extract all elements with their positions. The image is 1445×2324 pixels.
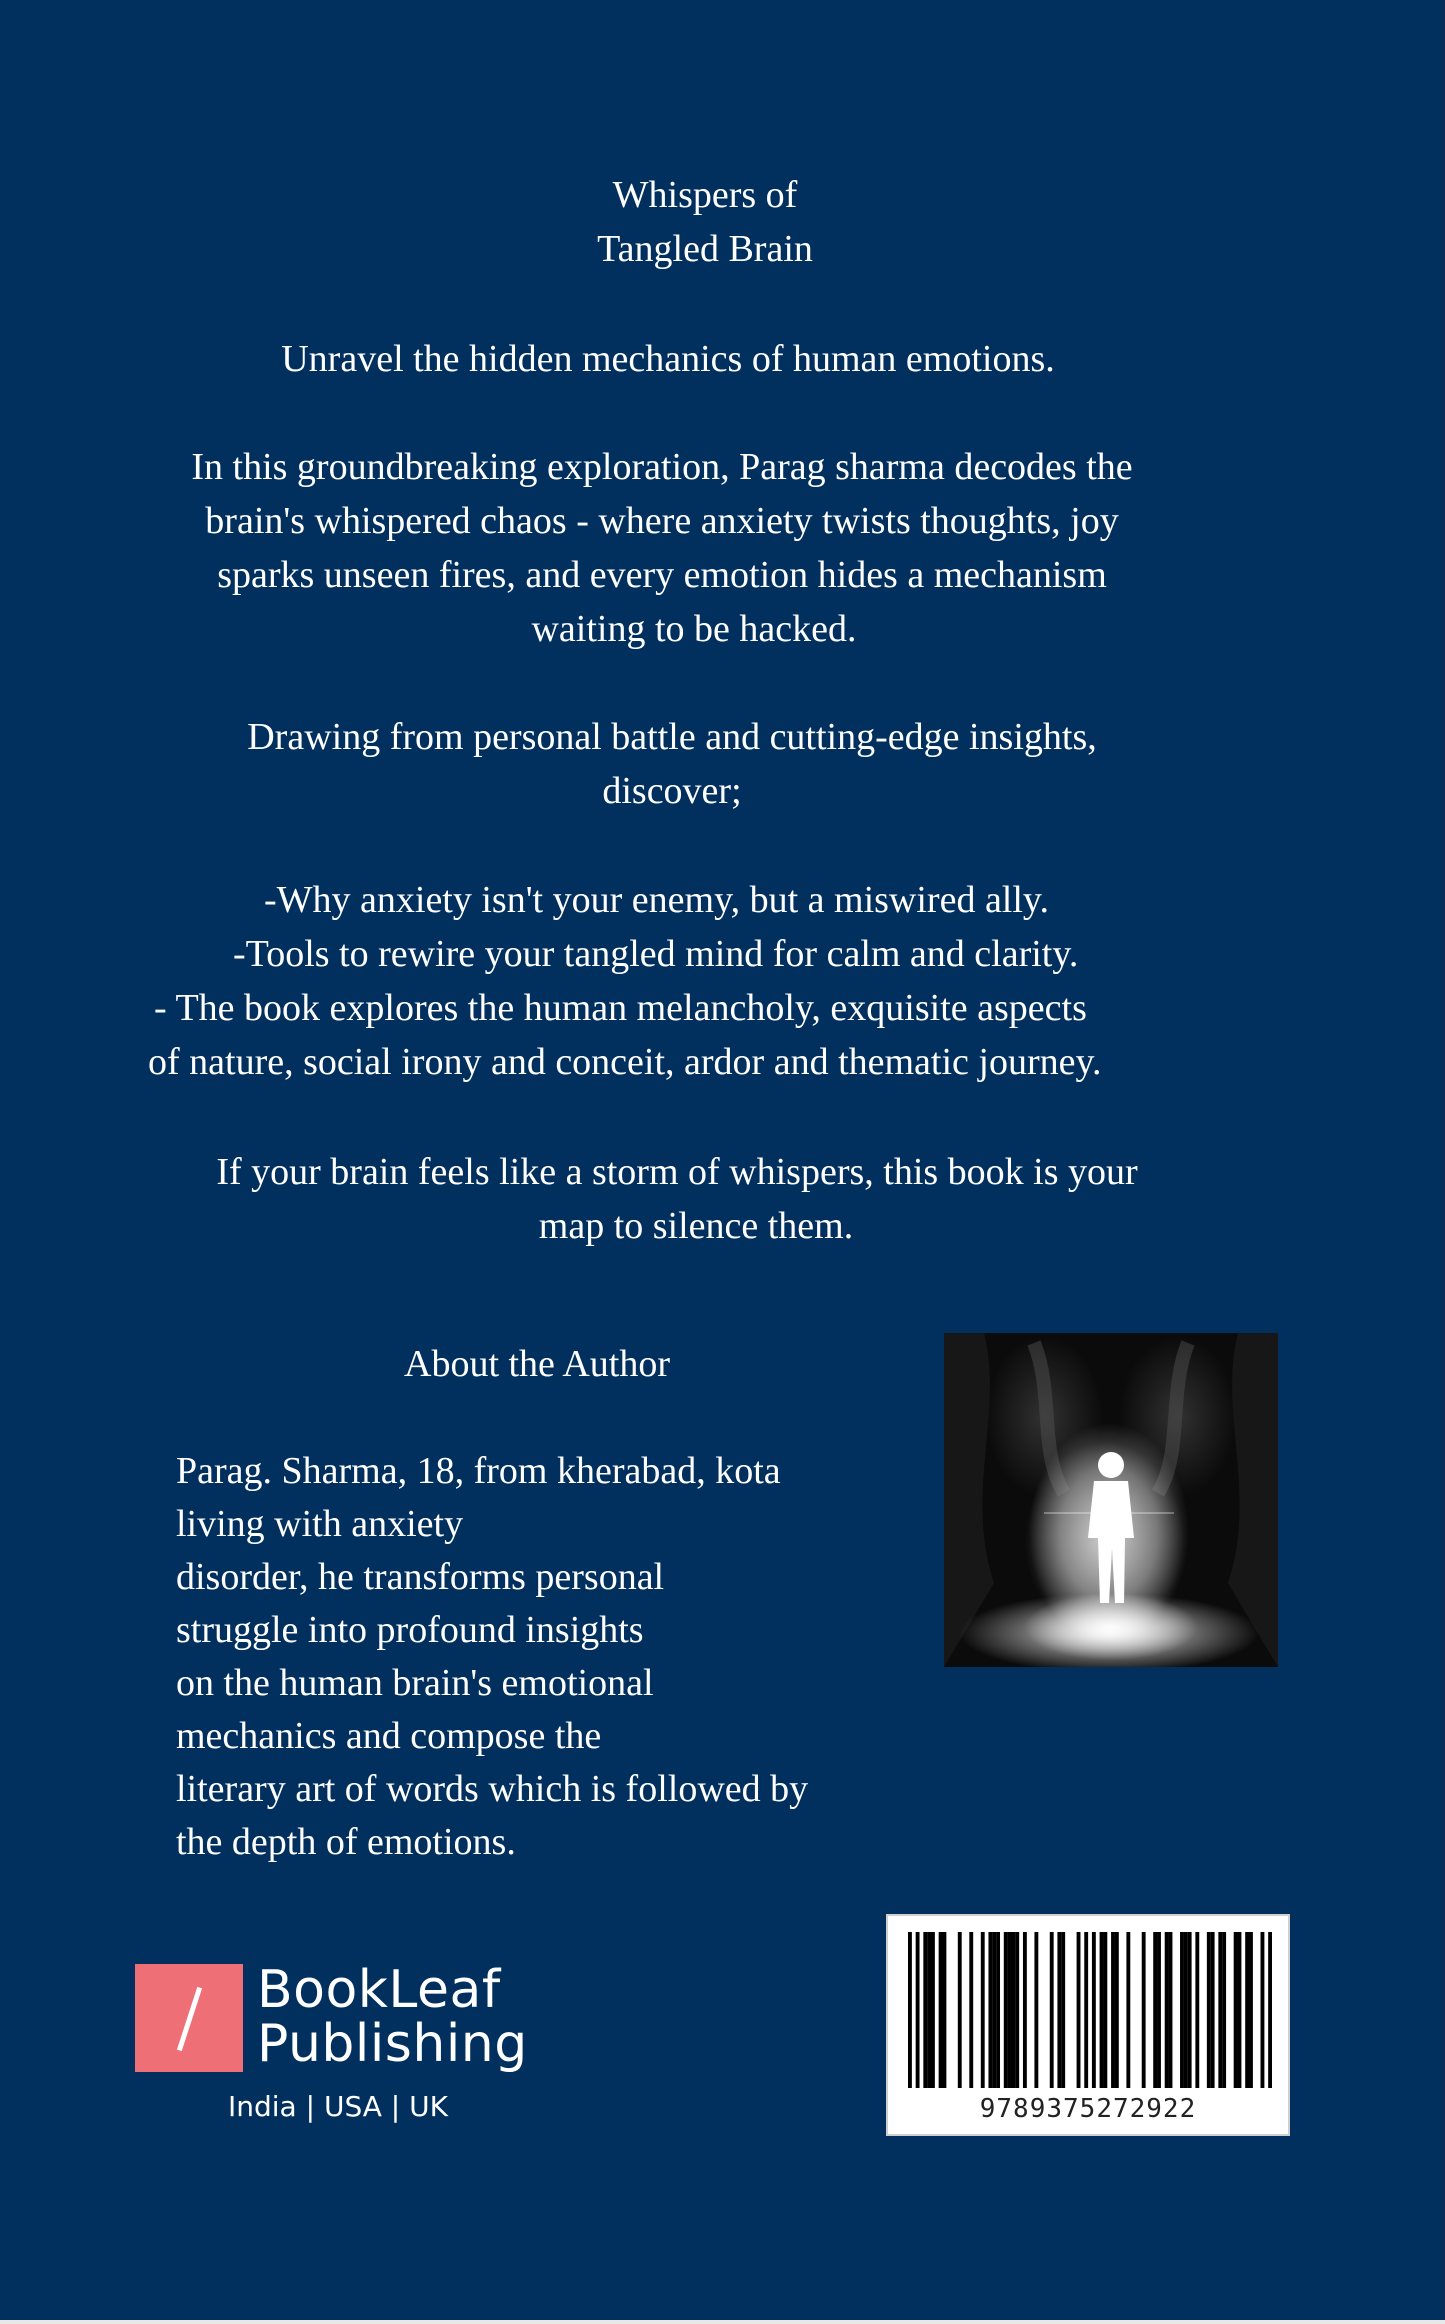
barcode-bar bbox=[1157, 1932, 1161, 2088]
barcode-bar bbox=[1115, 1932, 1119, 2088]
intro-line-4: waiting to be hacked. bbox=[531, 608, 857, 650]
bullet-line-4: of nature, social irony and conceit, ardor and thematic journey. bbox=[148, 1041, 1102, 1083]
barcode-bar bbox=[1142, 1932, 1146, 2088]
about-line-1: Parag. Sharma, 18, from kherabad, kota bbox=[176, 1450, 781, 1492]
about-line-3: disorder, he transforms personal bbox=[176, 1556, 665, 1598]
intro-line-2: brain's whispered chaos - where anxiety twists thoughts, joy bbox=[205, 500, 1119, 542]
publisher-logo-mark bbox=[135, 1964, 243, 2072]
barcode-bar bbox=[1023, 1932, 1027, 2088]
bullet-line-3: - The book explores the human melancholy, exquisite aspects bbox=[154, 987, 1087, 1029]
barcode-bar bbox=[1268, 1932, 1272, 2088]
about-line-7: literary art of words which is followed by bbox=[176, 1768, 809, 1810]
slash-icon bbox=[177, 1987, 202, 2051]
barcode-bar bbox=[1011, 1932, 1015, 2088]
barcode-bar bbox=[1103, 1932, 1107, 2088]
barcode-bar bbox=[1126, 1932, 1130, 2088]
intro-line-1: In this groundbreaking exploration, Parag sharma decodes the bbox=[191, 446, 1133, 488]
barcode-bar bbox=[1184, 1932, 1188, 2088]
barcode-bar bbox=[1218, 1932, 1222, 2088]
intro-line-3: sparks unseen fires, and every emotion hides a mechanism bbox=[217, 554, 1107, 596]
barcode-bar bbox=[1015, 1932, 1019, 2088]
barcode-bar bbox=[1153, 1932, 1157, 2088]
barcode-bar bbox=[939, 1932, 943, 2088]
barcode-bar bbox=[1111, 1932, 1115, 2088]
about-line-6: mechanics and compose the bbox=[176, 1715, 602, 1757]
barcode-bar bbox=[1165, 1932, 1169, 2088]
barcode-bar bbox=[1004, 1932, 1008, 2088]
about-heading: About the Author bbox=[404, 1343, 670, 1385]
barcode-bar bbox=[916, 1932, 920, 2088]
barcode-bar bbox=[1061, 1932, 1065, 2088]
barcode-bar bbox=[958, 1932, 962, 2088]
about-line-5: on the human brain's emotional bbox=[176, 1662, 654, 1704]
barcode-bar bbox=[1092, 1932, 1096, 2088]
bullet-line-2: -Tools to rewire your tangled mind for calm and clarity. bbox=[233, 933, 1079, 975]
barcode-bar bbox=[1222, 1932, 1226, 2088]
about-line-4: struggle into profound insights bbox=[176, 1609, 644, 1651]
barcode-bar bbox=[981, 1932, 985, 2088]
barcode-bar bbox=[1169, 1932, 1173, 2088]
closing-line-2: map to silence them. bbox=[538, 1205, 854, 1247]
about-line-2: living with anxiety bbox=[176, 1503, 464, 1545]
barcode-bar bbox=[1057, 1932, 1061, 2088]
barcode-bar bbox=[942, 1932, 946, 2088]
barcode-bar bbox=[1245, 1932, 1249, 2088]
barcode-bar bbox=[1238, 1932, 1242, 2088]
barcode-bar bbox=[1100, 1932, 1104, 2088]
barcode-bar bbox=[992, 1932, 996, 2088]
author-photo bbox=[944, 1333, 1278, 1667]
barcode-bar bbox=[1211, 1932, 1215, 2088]
barcode-bar bbox=[1034, 1932, 1038, 2088]
barcode-bar bbox=[996, 1932, 1000, 2088]
about-line-8: the depth of emotions. bbox=[176, 1821, 516, 1863]
barcode-bar bbox=[1050, 1932, 1054, 2088]
isbn-barcode bbox=[886, 1914, 1290, 2136]
barcode-bar bbox=[908, 1932, 912, 2088]
barcode-bar bbox=[1261, 1932, 1265, 2088]
barcode-bar bbox=[988, 1932, 992, 2088]
barcode-bar bbox=[1249, 1932, 1253, 2088]
bullet-line-1: -Why anxiety isn't your enemy, but a miswired ally. bbox=[264, 879, 1049, 921]
barcode-bar bbox=[1195, 1932, 1199, 2088]
isbn-number: 9789375272922 bbox=[979, 2094, 1197, 2124]
barcode-bar bbox=[1188, 1932, 1192, 2088]
glowing-figure-image bbox=[944, 1333, 1278, 1667]
book-title-line-2: Tangled Brain bbox=[597, 228, 813, 270]
barcode-bar bbox=[923, 1932, 927, 2088]
barcode-bar bbox=[1180, 1932, 1184, 2088]
drawing-line-2: discover; bbox=[602, 770, 742, 812]
closing-line-1: If your brain feels like a storm of whispers, this book is your bbox=[216, 1151, 1138, 1193]
barcode-bar bbox=[1077, 1932, 1081, 2088]
barcode-bar bbox=[931, 1932, 935, 2088]
tagline: Unravel the hidden mechanics of human emotions. bbox=[281, 338, 1055, 380]
barcode-bar bbox=[969, 1932, 973, 2088]
barcode-bars bbox=[908, 1932, 1272, 2088]
barcode-bar bbox=[927, 1932, 931, 2088]
barcode-bar bbox=[1084, 1932, 1088, 2088]
book-title-line-1: Whispers of bbox=[612, 174, 798, 216]
publisher-name-line-1: BookLeaf bbox=[257, 1960, 501, 2020]
publisher-name-line-2: Publishing bbox=[257, 2014, 528, 2074]
barcode-bar bbox=[1234, 1932, 1238, 2088]
barcode-bar bbox=[1008, 1932, 1012, 2088]
drawing-line-1: Drawing from personal battle and cutting-edge insights, bbox=[247, 716, 1097, 758]
barcode-bar bbox=[1207, 1932, 1211, 2088]
page-edge bbox=[0, 2320, 1445, 2324]
publisher-regions: India | USA | UK bbox=[228, 2090, 448, 2123]
